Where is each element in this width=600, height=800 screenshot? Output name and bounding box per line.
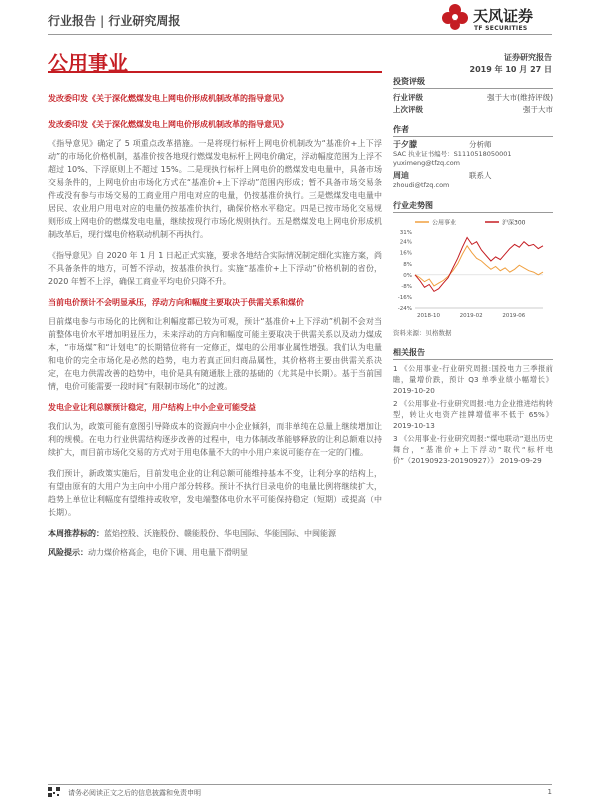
report-subtitle: 发改委印发《关于深化燃煤发电上网电价形成机制改革的指导意见》 (48, 94, 288, 103)
y-tick-label: 24% (399, 239, 412, 246)
page-number: 1 (547, 788, 552, 796)
y-tick-label: -8% (401, 283, 412, 290)
y-tick-label: -24% (397, 306, 412, 312)
x-tick-label: 2019-02 (459, 313, 483, 319)
recommendation (48, 527, 382, 540)
prev-rating-value: 强于大市 (523, 105, 553, 114)
report-date: 2019 年 10 月 27 日 (469, 65, 552, 74)
risk-text: 动力煤价格高企，电价下调、用电量下滑明显 (88, 548, 248, 557)
logo-text-en: TF SECURITIES (474, 25, 528, 32)
main-content (48, 118, 382, 565)
authors-title: 作者 (393, 124, 553, 137)
y-tick-label: 31% (399, 230, 412, 236)
related-report-item[interactable]: 2 《公用事业-行业研究周报:电力企业推进结构转型，转让火电资产挂牌增值率不低于 65%》 2019-10-13 (393, 399, 553, 430)
trend-chart-section (393, 200, 553, 337)
author-name: 于夕朦 (393, 140, 417, 149)
legend-label: 公用事业 (432, 219, 457, 227)
report-sub-label: 行业研究周报 (108, 14, 181, 28)
paragraph-4: 我们认为，政策可能有意图引导降成本的资源向中小企业倾斜，而非单纯在总量上继续增加让利的规模。在电力行业供需结构逐步改善的过程中，电力体制改革能够释放的让利总额难以持续扩大，而目前市场化交易的方式对于用电体量不大的中小用户来说可能存在一定的门槛。 (48, 422, 382, 457)
header-divider (48, 34, 552, 35)
logo-text-cn: 天风证券 (473, 7, 534, 25)
footer-disclaimer: 请务必阅读正文之后的信息披露和免责申明 (68, 789, 201, 797)
related-reports (393, 347, 553, 466)
author-cert: SAC 执业证书编号：S1110518050001 (393, 150, 512, 158)
report-category (48, 12, 180, 29)
trend-title: 行业走势图 (393, 200, 553, 213)
flower-logo-icon (440, 2, 470, 32)
risk-label: 风险提示： (48, 548, 88, 557)
related-title: 相关报告 (393, 347, 553, 360)
series-line (415, 238, 543, 292)
trend-chart (393, 216, 553, 326)
paragraph-3: 目前煤电参与市场化的比例和让利幅度都已较为可观，预计“基准价+上下浮动”机制不会对当前整体电价水平增加明显压力，未来浮动的方向和幅度可能主要取决于供需关系以及动力煤成本，“市场煤”和“计划电”的长期错位将有一定修正，煤电的公用事业属性增强。我们认为电量和电价的完全市场化是必然的趋势，电力若真正回归商品属性，其价格将主要由供需关系决定，在电力供需改善的趋势中，电价是具有随通胀上涨的基础的（尤其是中长期）。基于当前国情，电价可能需要一段时间“有限制市场化”的过渡。 (48, 317, 382, 391)
rating-row (393, 92, 553, 104)
report-label: 行业报告 (48, 14, 97, 28)
header-separator: | (100, 14, 105, 28)
prev-rating-label: 上次评级 (393, 105, 423, 114)
chart-source: 资料来源：贝格数据 (393, 329, 452, 337)
rating-title: 投资评级 (393, 76, 553, 89)
rating-label: 行业评级 (393, 93, 423, 102)
author-name: 周迪 (393, 171, 409, 180)
author-role: 分析师 (469, 140, 492, 149)
x-tick-label: 2018-10 (417, 313, 440, 319)
section-heading-2: 当前电价预计不会明显承压，浮动方向和幅度主要取决于供需关系和煤价 (48, 298, 304, 307)
x-tick-label: 2019-06 (502, 313, 526, 319)
author-email[interactable]: zhoudi@tfzq.com (393, 181, 450, 189)
author-email[interactable]: yuximeng@tfzq.com (393, 159, 461, 167)
paragraph-5: 我们预计，新政策实施后，目前发电企业的让利总额可能维持基本不变，让利分享的结构上，有望由原有的大用户为主向中小用户部分转移。预计不执行目录电价的电量比例将继续扩大，趋势上单位让利幅度有望维持或收窄，发电端整体电价水平可能保持稳定（短期）或提高（中长期）。 (48, 469, 382, 517)
author-role: 联系人 (469, 171, 492, 180)
sidebar (393, 76, 553, 468)
author-2 (393, 171, 553, 181)
prev-rating-row (393, 104, 553, 116)
y-tick-label: 8% (403, 261, 412, 268)
report-type: 证券研究报告 (504, 53, 552, 62)
legend-label: 沪深300 (502, 219, 526, 227)
related-report-item[interactable]: 3 《公用事业-行业研究周报:“煤电联动”退出历史舞台，“基准价+上下浮动”取代“标杆电价”（20190923-20190927）》 2019-09-29 (393, 434, 553, 465)
authors-section (393, 124, 553, 190)
y-tick-label: 16% (399, 250, 412, 257)
footer-divider (48, 784, 552, 785)
recommendation-text: 蓝焰控股、沃施股份、赣能股份、华电国际、华能国际、中闽能源 (104, 529, 336, 538)
rating-value: 强于大市(维持评级) (487, 93, 553, 102)
qr-code-icon (48, 787, 60, 797)
series-line (415, 246, 543, 286)
trend-chart-svg (393, 216, 553, 326)
paragraph-1: 《指导意见》确定了 5 项重点改革措施。一是将现行标杆上网电价机制改为“基准价+上下浮动”的市场化价格机制，基准价按各地现行燃煤发电标杆上网电价确定，浮动幅度范围为上浮不超过 10%、下浮原则上不超过 15%。二是现执行标杆上网电价的燃煤发电电量中，具备市场交易条件的，上网电价由市场化方式在“基准价+上下浮动”范围内形成；暂不具备市场交易条件或没有参与市场交易的工商业用户用电对应的电量，仍按基准价执行。三是燃煤发电电量中居民、农业用户用电对应的电量仍按基准价执行，确保价格水平稳定。四是已按市场化交易规则形成上网电价的燃煤发电电量，继续按现行市场化规则执行。五是燃煤发电上网电价形成机制改革后，现行煤电价格联动机制不再执行。 (48, 139, 382, 239)
related-report-item[interactable]: 1 《公用事业-行业研究周报:国投电力三季报前瞻，量增价跌，预计 Q3 单季业绩小幅增长》 2019-10-20 (393, 364, 553, 395)
paragraph-2: 《指导意见》自 2020 年 1 月 1 日起正式实施，要求各地结合实际情况制定细化实施方案，尚不具备条件的地方，可暂不浮动，按基准价执行。实施“基准价+上下浮动”价格机制的省份，2020 年暂不上浮，确保工商业平均电价只降不升。 (48, 251, 382, 286)
author-1 (393, 140, 553, 150)
risk-warning (48, 546, 382, 559)
section-heading-1: 发改委印发《关于深化燃煤发电上网电价形成机制改革的指导意见》 (48, 120, 288, 129)
y-tick-label: -16% (397, 294, 412, 301)
title-underline (48, 71, 382, 73)
section-heading-3: 发电企业让利总额预计稳定，用户结构上中小企业可能受益 (48, 403, 256, 412)
recommendation-label: 本周推荐标的： (48, 529, 104, 538)
y-tick-label: 0% (403, 272, 412, 279)
sector-title: 公用事业 (48, 51, 128, 75)
